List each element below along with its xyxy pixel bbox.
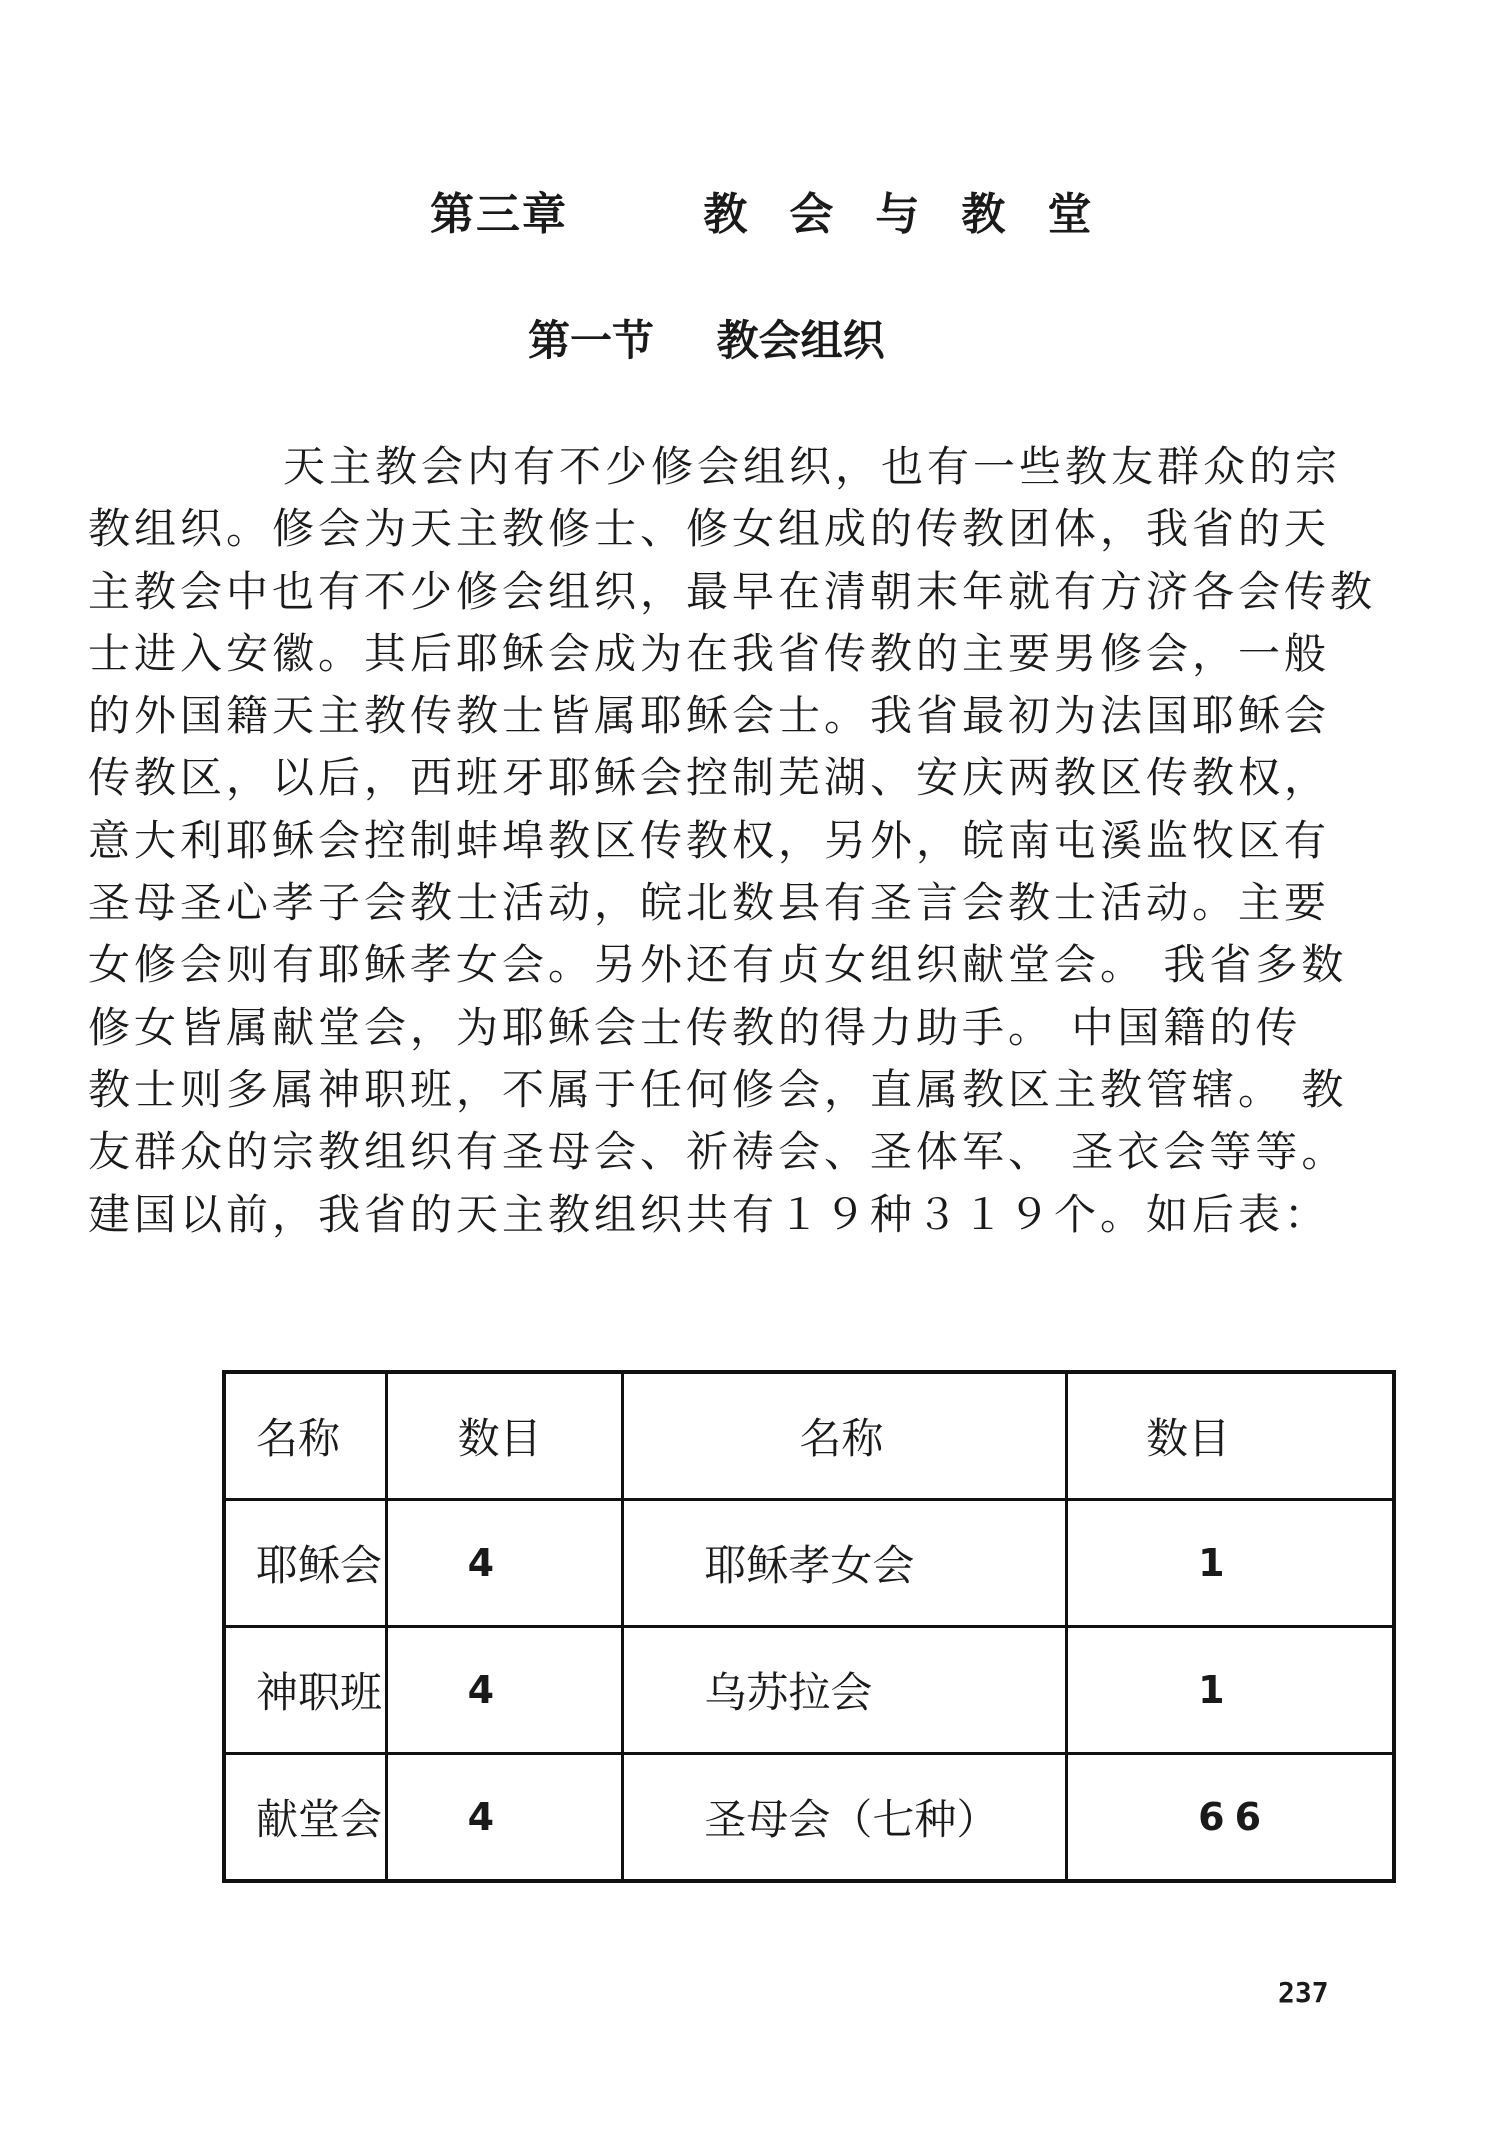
header-name-1: 名称 (224, 1372, 386, 1500)
table-row (224, 1754, 1394, 1882)
paragraph-line: 天主教会内有不少修会组织，也有一些教友群众的宗 (283, 442, 1342, 491)
page-number: 237 (1278, 1976, 1329, 2009)
organization-table (222, 1370, 1396, 1883)
paragraph-line: 意大利耶稣会控制蚌埠教区传教权，另外，皖南屯溪监牧区有 (88, 815, 1331, 865)
paragraph-line: 教士则多属神职班，不属于任何修会，直属教区主教管辖。 教 (88, 1064, 1348, 1114)
cell-name: 乌苏拉会 (623, 1627, 1067, 1754)
section-title (528, 308, 885, 368)
paragraph-line: 士进入安徽。其后耶稣会成为在我省传教的主要男修会，一般 (88, 628, 1331, 678)
paragraph-line: 女修会则有耶稣孝女会。另外还有贞女组织献堂会。 我省多数 (88, 940, 1348, 990)
table-header-row (224, 1372, 1394, 1500)
cell-name: 耶稣孝女会 (623, 1500, 1067, 1627)
header-count-2: 数目 (1067, 1372, 1394, 1500)
header-count-1: 数目 (386, 1372, 623, 1500)
paragraph-line: 的外国籍天主教传教士皆属耶稣会士。我省最初为法国耶稣会 (88, 691, 1331, 741)
cell-count: 4 (386, 1500, 623, 1627)
cell-count: 4 (386, 1754, 623, 1882)
paragraph-line: 教组织。修会为天主教修士、修女组成的传教团体，我省的天 (88, 504, 1331, 554)
paragraph-line: 友群众的宗教组织有圣母会、祈祷会、圣体军、 圣衣会等等。 (88, 1127, 1348, 1177)
paragraph-line: 建国以前，我省的天主教组织共有１９种３１９个。如后表： (88, 1189, 1331, 1239)
cell-count: 66 (1067, 1754, 1394, 1882)
body-paragraph (88, 436, 1458, 1246)
cell-name: 神职班 (224, 1627, 386, 1754)
header-name-2: 名称 (623, 1372, 1067, 1500)
section-name: 教会组织 (716, 316, 885, 365)
cell-name: 献堂会 (224, 1754, 386, 1882)
section-number: 第一节 (528, 316, 655, 365)
paragraph-line: 修女皆属献堂会，为耶稣会士传教的得力助手。 中国籍的传 (88, 1002, 1302, 1052)
cell-name: 耶稣会 (224, 1500, 386, 1627)
paragraph-line: 主教会中也有不少修会组织，最早在清朝末年就有方济各会传教 (88, 566, 1377, 616)
table-row (224, 1627, 1394, 1754)
chapter-title (430, 178, 1133, 242)
cell-count: 4 (386, 1627, 623, 1754)
paragraph-line: 圣母圣心孝子会教士活动，皖北数县有圣言会教士活动。主要 (88, 878, 1331, 928)
paragraph-line: 传教区，以后，西班牙耶稣会控制芜湖、安庆两教区传教权， (88, 753, 1331, 803)
cell-name: 圣母会（七种） (623, 1754, 1067, 1882)
table-row (224, 1500, 1394, 1627)
cell-count: 1 (1067, 1500, 1394, 1627)
chapter-name: 教会与教堂 (703, 189, 1134, 240)
chapter-number: 第三章 (430, 189, 568, 240)
cell-count: 1 (1067, 1627, 1394, 1754)
